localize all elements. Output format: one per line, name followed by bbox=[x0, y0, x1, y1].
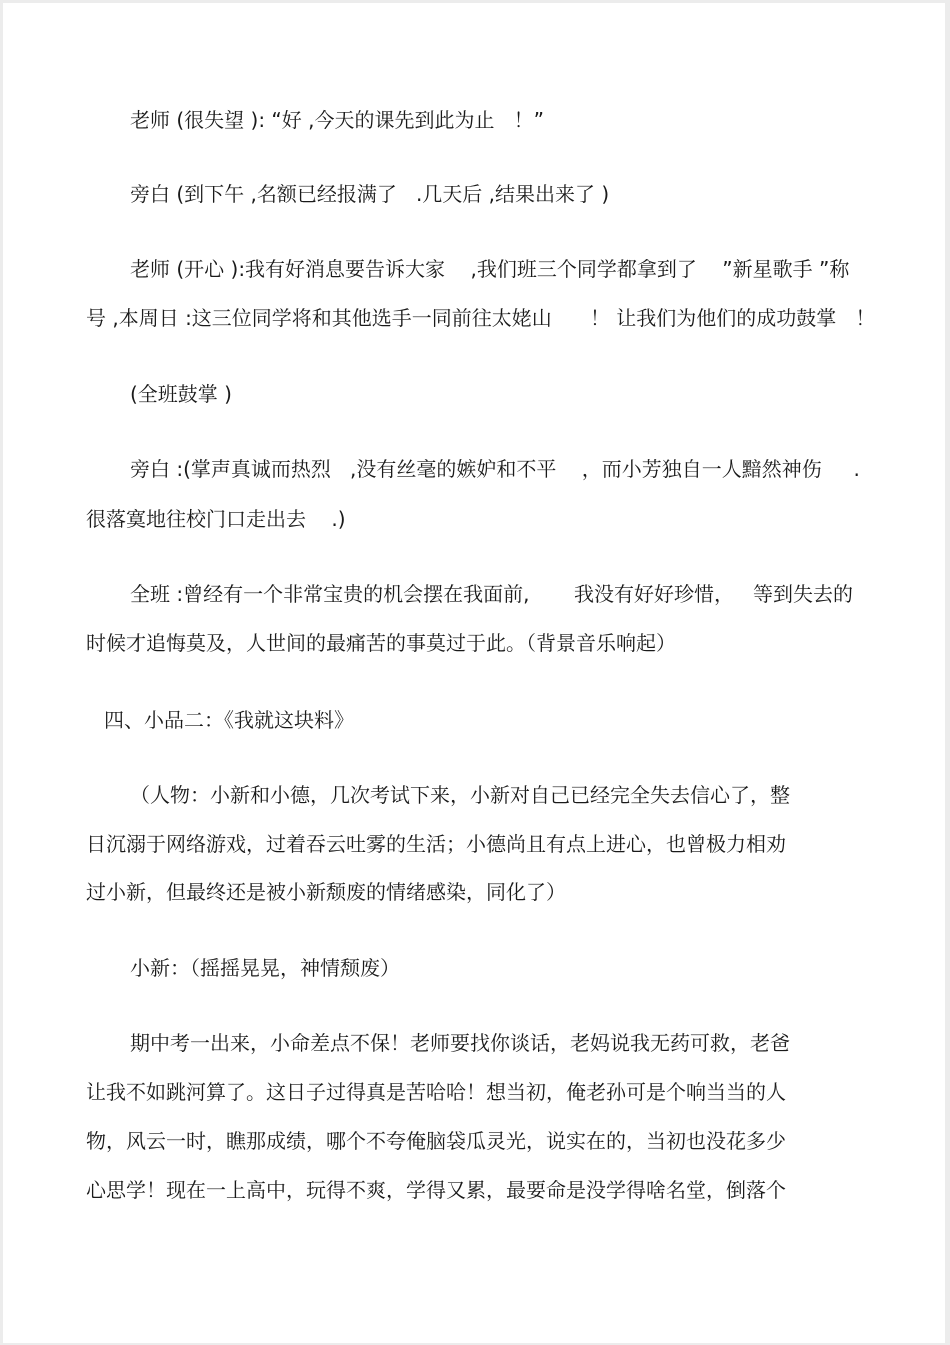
monologue-line4: 心思学！现在一上高中，玩得不爽，学得又累，最要命是没学得啥名堂，倒落个 bbox=[86, 1178, 786, 1202]
characters-intro-line3: 过小新，但最终还是被小新颓废的情绪感染，同化了） bbox=[86, 880, 566, 904]
document-page bbox=[3, 3, 945, 1343]
narration-afternoon: 旁白 (到下午 ,名额已经报满了 .几天后 ,结果出来了 ) bbox=[130, 182, 610, 206]
dialogue-class-line1: 全班 :曾经有一个非常宝贵的机会摆在我面前, 我没有好好珍惜， 等到失去的 bbox=[130, 582, 854, 606]
narration-applause-line1: 旁白 :(掌声真诚而热烈 ,没有丝毫的嫉妒和不平 ，而小芳独自一人黯然神伤 . bbox=[130, 457, 860, 481]
dialogue-teacher-happy-line2: 号 ,本周日 :这三位同学将和其他选手一同前往太姥山 ！ 让我们为他们的成功鼓掌 ！ bbox=[86, 306, 876, 330]
section-heading-skit-two: 四、小品二：《我就这块料》 bbox=[104, 708, 354, 732]
dialogue-teacher-happy-line1: 老师 (开心 ):我有好消息要告诉大家 ,我们班三个同学都拿到了 ”新星歌手 ”称 bbox=[130, 257, 850, 281]
narration-applause-line2: 很落寞地往校门口走出去 .) bbox=[86, 507, 346, 531]
stage-direction-applause: (全班鼓掌 ) bbox=[130, 382, 232, 406]
monologue-line1: 期中考一出来，小命差点不保！老师要找你谈话，老妈说我无药可救，老爸 bbox=[130, 1031, 790, 1055]
monologue-line2: 让我不如跳河算了。这日子过得真是苦哈哈！想当初，俺老孙可是个响当当的人 bbox=[86, 1080, 786, 1104]
characters-intro-line2: 日沉溺于网络游戏，过着吞云吐雾的生活；小德尚且有点上进心，也曾极力相劝 bbox=[86, 832, 786, 856]
stage-direction-xiaoxin: 小新：（摇摇晃晃，神情颓废） bbox=[130, 956, 400, 980]
monologue-line3: 物，风云一时，瞧那成绩，哪个不夸俺脑袋瓜灵光，说实在的，当初也没花多少 bbox=[86, 1129, 786, 1153]
dialogue-class-line2: 时候才追悔莫及，人世间的最痛苦的事莫过于此。（背景音乐响起） bbox=[86, 631, 676, 655]
characters-intro-line1: （人物：小新和小德，几次考试下来，小新对自己已经完全失去信心了，整 bbox=[130, 783, 790, 807]
dialogue-teacher-disappointed: 老师 (很失望 ): “好 ,今天的课先到此为止 ！” bbox=[130, 108, 544, 132]
